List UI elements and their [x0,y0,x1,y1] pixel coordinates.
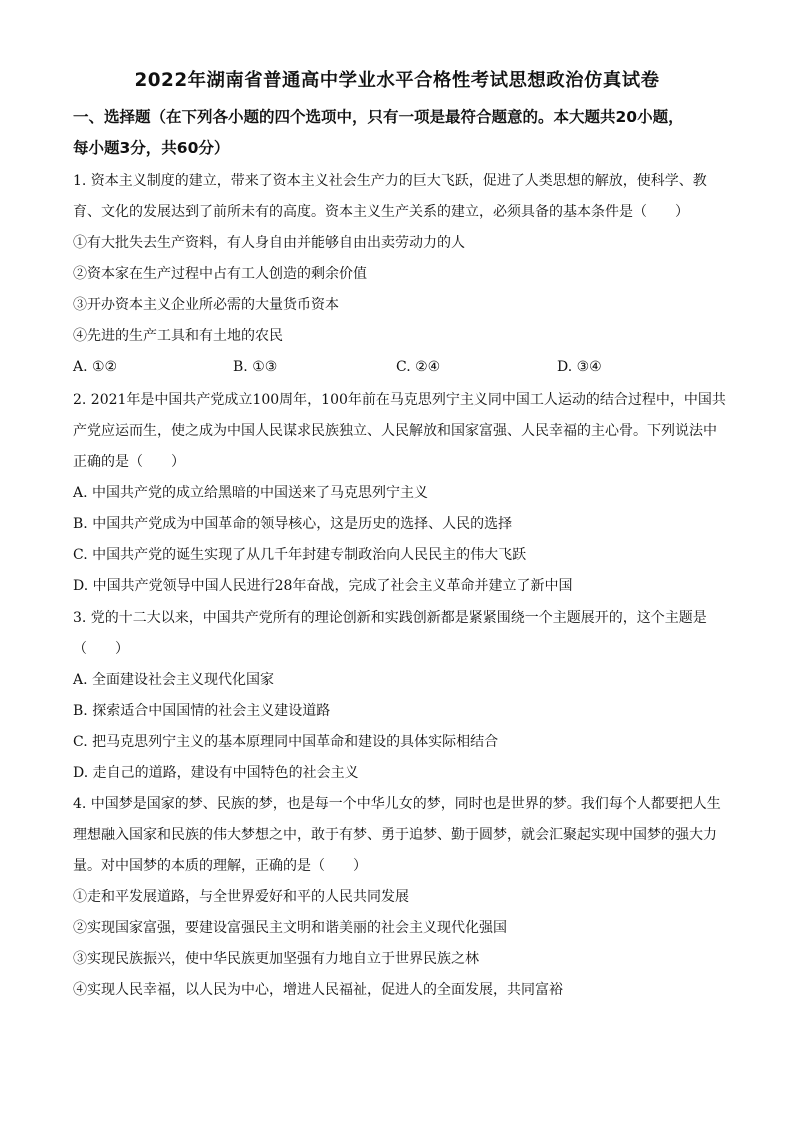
q2-stem-line-1: 2. 2021年是中国共产党成立100周年，100年前在马克思列宁主义同中国工人运动的结合过程中，中国共 [73,392,726,408]
q1-option-a: A. ①② [73,359,118,375]
q2-option-d: D. 中国共产党领导中国人民进行28年奋战，完成了社会主义革命并建立了新中国 [73,578,573,594]
q3-stem-line-2: （ ） [73,641,129,657]
q1-option-d: D. ③④ [557,359,602,375]
q2-stem-line-2: 产党应运而生，使之成为中国人民谋求民族独立、人民解放和国家富强、人民幸福的主心骨。下列说法中 [73,423,717,439]
q3-stem-line-1: 3. 党的十二大以来，中国共产党所有的理论创新和实践创新都是紧紧围绕一个主题展开的，这个主题是 [73,610,707,626]
q1-item-1: ①有大批失去生产资料，有人身自由并能够自由出卖劳动力的人 [73,235,465,251]
q4-item-3: ③实现民族振兴，使中华民族更加坚强有力地自立于世界民族之林 [73,951,479,967]
q3-option-c: C. 把马克思列宁主义的基本原理同中国革命和建设的具体实际相结合 [73,734,499,750]
section-heading-line-2: 每小题3分，共60分） [73,139,230,157]
q2-stem-line-3: 正确的是（ ） [73,454,185,470]
q2-option-b: B. 中国共产党成为中国革命的领导核心，这是历史的选择、人民的选择 [73,516,513,532]
q2-option-a: A. 中国共产党的成立给黑暗的中国送来了马克思列宁主义 [73,485,429,501]
q1-stem-line-2: 育、文化的发展达到了前所未有的高度。资本主义生产关系的建立，必须具备的基本条件是（ ） [73,204,689,220]
q3-option-d: D. 走自己的道路，建设有中国特色的社会主义 [73,765,359,781]
q1-item-4: ④先进的生产工具和有土地的农民 [73,328,283,344]
section-heading [73,102,723,164]
q1-option-b: B. ①③ [233,359,278,375]
q3-option-a: A. 全面建设社会主义现代化国家 [73,672,275,688]
q3-option-b: B. 探索适合中国国情的社会主义建设道路 [73,703,331,719]
q4-stem-line-3: 量。对中国梦的本质的理解，正确的是（ ） [73,858,367,874]
q1-item-2: ②资本家在生产过程中占有工人创造的剩余价值 [73,266,367,282]
q1-stem-line-1: 1. 资本主义制度的建立，带来了资本主义社会生产力的巨大飞跃，促进了人类思想的解放，使科学、教 [73,173,707,189]
section-heading-line-1: 一、选择题（在下列各小题的四个选项中，只有一项是最符合题意的。本大题共20小题， [73,108,684,126]
q4-item-4: ④实现人民幸福，以人民为中心，增进人民福祉，促进人的全面发展，共同富裕 [73,982,563,998]
q1-option-c: C. ②④ [396,359,441,375]
q4-stem-line-1: 4. 中国梦是国家的梦、民族的梦，也是每一个中华儿女的梦，同时也是世界的梦。我们每个人都要把人生 [73,796,721,812]
exam-title: 2022年湖南省普通高中学业水平合格性考试思想政治仿真试卷 [134,70,660,91]
q2-option-c: C. 中国共产党的诞生实现了从几千年封建专制政治向人民民主的伟大飞跃 [73,547,527,563]
q4-stem-line-2: 理想融入国家和民族的伟大梦想之中，敢于有梦、勇于追梦、勤于圆梦，就会汇聚起实现中国梦的强大力 [73,827,717,843]
q4-item-1: ①走和平发展道路，与全世界爱好和平的人民共同发展 [73,889,409,905]
q1-item-3: ③开办资本主义企业所必需的大量货币资本 [73,297,339,313]
q4-item-2: ②实现国家富强，要建设富强民主文明和谐美丽的社会主义现代化强国 [73,920,507,936]
